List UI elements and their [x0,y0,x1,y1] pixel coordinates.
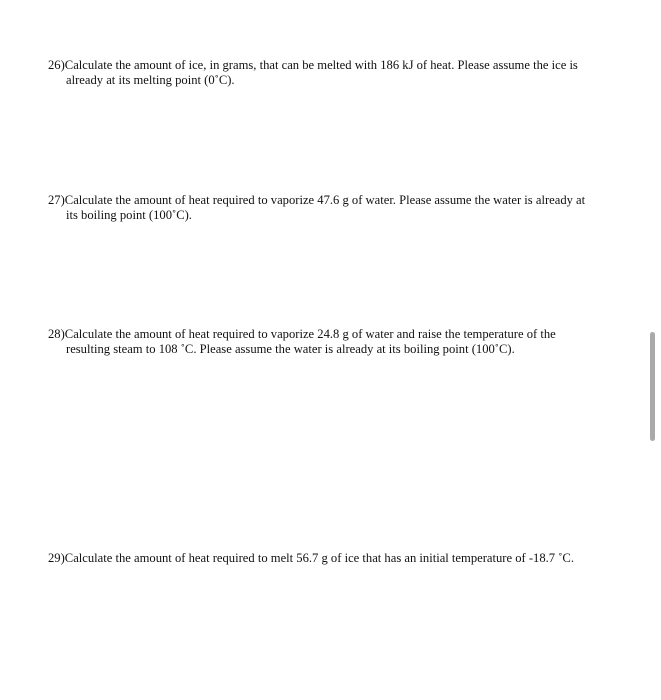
question-28 [48,327,613,357]
question-26 [48,58,613,88]
question-27 [48,193,613,223]
question-text: Calculate the amount of heat required to vaporize 47.6 g of water. Please assume the water is already at [64,193,586,207]
question-number: 28) [48,327,65,341]
question-text: Calculate the amount of heat required to melt 56.7 g of ice that has an initial temperature of -18.7 ˚C. [64,551,574,565]
question-first-line [48,193,613,208]
question-number: 26) [48,58,65,72]
question-number: 27) [48,193,65,207]
question-number: 29) [48,551,65,565]
question-text-continued: resulting steam to 108 ˚C. Please assume the water is already at its boiling point (100˚C). [66,342,515,356]
question-first-line [48,327,613,342]
question-text: Calculate the amount of ice, in grams, that can be melted with 186 kJ of heat. Please assume the ice is [64,58,578,72]
question-first-line [48,551,613,566]
question-first-line [48,58,613,73]
question-text-continued: its boiling point (100˚C). [66,208,192,222]
vertical-scrollbar-thumb[interactable] [650,332,655,441]
question-29 [48,551,613,566]
question-text-continued: already at its melting point (0˚C). [66,73,235,87]
question-text: Calculate the amount of heat required to vaporize 24.8 g of water and raise the temperature of the [64,327,556,341]
